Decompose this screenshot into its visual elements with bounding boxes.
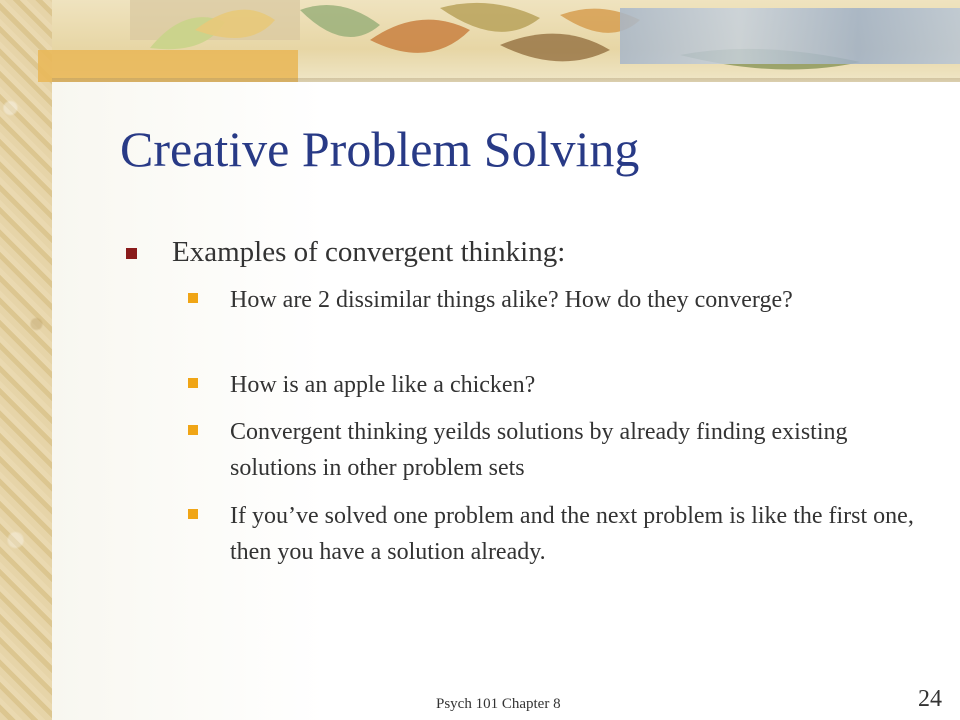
- slide-footer: Psych 101 Chapter 8: [436, 696, 561, 712]
- sub-bullet-text: If you’ve solved one problem and the next problem is like the first one, then you have a solution already.: [230, 503, 914, 565]
- sub-bullet-marker: [188, 378, 198, 388]
- sub-bullet-text: Convergent thinking yeilds solutions by already finding existing solutions in other problem sets: [230, 419, 848, 481]
- sub-bullet-marker: [188, 293, 198, 303]
- sub-bullet-text: How are 2 dissimilar things alike? How do they converge?: [230, 287, 793, 313]
- main-bullet-marker: [126, 248, 137, 259]
- sub-bullet-marker: [188, 509, 198, 519]
- sub-bullet-text: How is an apple like a chicken?: [230, 372, 536, 398]
- slide-title: Creative Problem Solving: [120, 121, 640, 177]
- main-bullet-text: Examples of convergent thinking:: [172, 236, 566, 268]
- slide-number: 24: [918, 686, 942, 712]
- photo-strip-decoration: [620, 8, 960, 64]
- sub-bullet-marker: [188, 425, 198, 435]
- parchment-border: [0, 0, 52, 720]
